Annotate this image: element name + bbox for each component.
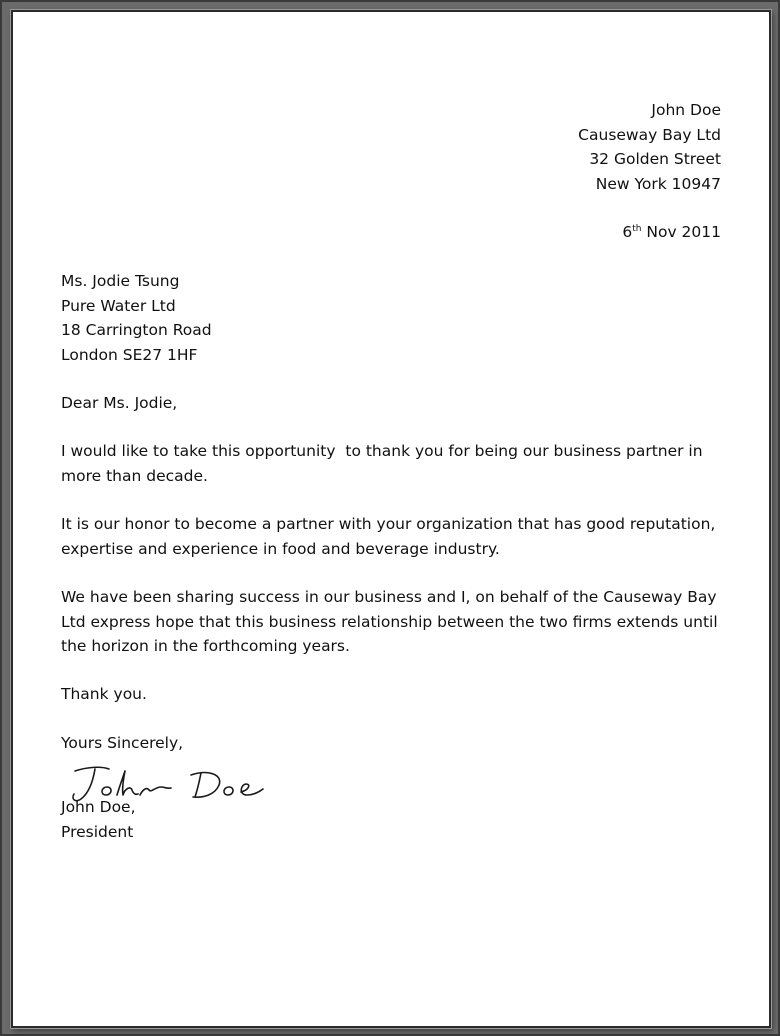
paragraph-2: It is our honor to become a partner with your organization that has good reputation, expertise and experience in food and beverage industry. [61,515,716,558]
salutation: Dear Ms. Jodie, [61,394,178,412]
sender-company: Causeway Bay Ltd [578,125,721,144]
recipient-city: London SE27 1HF [61,345,198,364]
recipient-company: Pure Water Ltd [61,296,176,315]
paragraph-1: I would like to take this opportunity to thank you for being our business partner in more than decade. [61,442,708,485]
signer-block [61,795,741,844]
recipient-address [61,269,741,367]
sender-street: 32 Golden Street [589,150,721,168]
paragraph-3: We have been sharing success in our business and I, on behalf of the Causeway Bay Ltd express hope that this business relationship between the two firms extends until the horizon in the forthcoming years. [61,588,718,655]
letter-page [11,10,771,1028]
signer-name: John Doe, [61,798,136,816]
date-suffix: th [632,224,642,234]
date-day: 6 [622,223,633,241]
date-rest: Nov 2011 [641,223,721,241]
sender-city: New York 10947 [595,174,721,193]
recipient-street: 18 Carrington Road [61,321,212,339]
signer-title: President [61,822,134,841]
recipient-name: Ms. Jodie Tsung [61,272,180,290]
sender-address [578,98,721,196]
letter-date [622,217,721,244]
sender-name: John Doe [651,101,721,119]
closing-line: Yours Sincerely, [61,734,184,752]
thanks-line: Thank you. [61,685,147,703]
